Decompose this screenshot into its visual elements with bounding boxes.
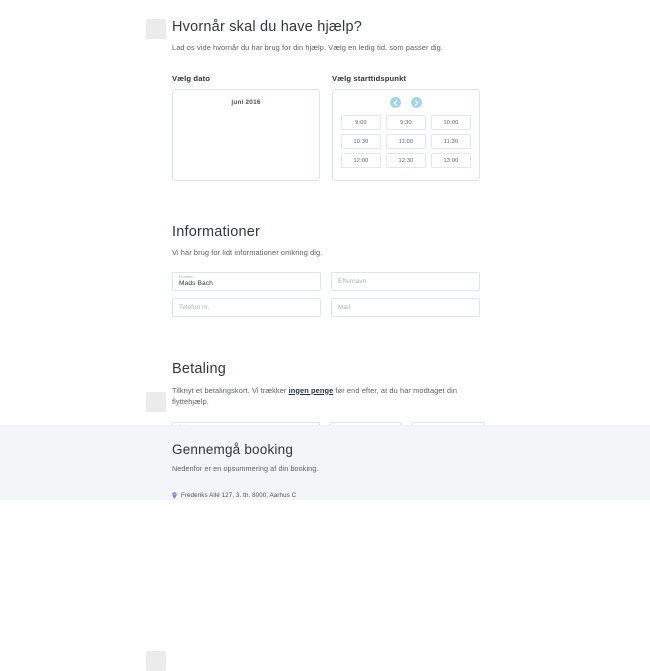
date-column — [172, 74, 320, 181]
time-slot[interactable]: 11:00 — [386, 134, 426, 149]
last-name-field[interactable] — [331, 272, 480, 291]
phone-field[interactable] — [172, 298, 321, 317]
time-slot[interactable]: 13:00 — [431, 153, 471, 168]
information-field-grid — [172, 272, 480, 317]
more-slots-indicator[interactable]: ··· — [402, 171, 410, 178]
time-nav — [341, 97, 471, 108]
review-section — [0, 425, 650, 500]
first-name-label: Fornavn — [179, 274, 194, 279]
time-slot[interactable]: 11:30 — [431, 134, 471, 149]
calendar-month-label: juni 2016 — [231, 99, 261, 107]
chevron-right-icon[interactable] — [411, 97, 422, 108]
time-slot[interactable]: 12:30 — [386, 153, 426, 168]
time-slot[interactable]: 10:00 — [431, 115, 471, 130]
payment-section — [0, 317, 650, 440]
payment-description-emphasis: ingen penge — [288, 385, 334, 395]
review-section-description: Nedenfor er en opsummering af din booking. — [172, 464, 319, 473]
last-name-placeholder: Efternavn — [338, 277, 367, 285]
first-name-field[interactable] — [172, 272, 321, 291]
section-marker-payment — [146, 651, 166, 671]
payment-section-title: Betaling — [172, 361, 226, 378]
location-pin-icon — [172, 486, 177, 504]
time-slot[interactable]: 10:30 — [341, 134, 381, 149]
booking-address-row — [172, 486, 650, 504]
review-section-inner — [0, 425, 650, 504]
review-section-title: Gennemgå booking — [172, 442, 294, 457]
when-columns — [172, 74, 485, 181]
payment-description-part1: Tilknyt et betalingskort. Vi trækker — [172, 385, 289, 395]
time-slot-grid — [341, 115, 471, 168]
time-picker-panel — [332, 89, 480, 181]
date-column-label: Vælg dato — [172, 74, 211, 84]
booking-address-text: Frederiks Allé 127, 3. th. 8000, Aarhus C — [181, 491, 297, 499]
chevron-left-icon[interactable] — [390, 97, 401, 108]
time-column-label: Vælg starttidspunkt — [332, 74, 407, 84]
time-slot[interactable]: 9:30 — [386, 115, 426, 130]
information-section — [0, 181, 650, 317]
when-section — [0, 0, 650, 181]
payment-description-part2: før end efter, at du har modtaget din flyttehjælp. — [172, 385, 458, 406]
email-field[interactable] — [331, 298, 480, 317]
time-column — [332, 74, 480, 181]
date-picker-panel[interactable] — [172, 89, 320, 181]
information-section-description: Vi har brug for lidt informationer omkring dig. — [172, 248, 323, 258]
section-marker-when — [146, 19, 166, 39]
email-placeholder: Mail — [338, 303, 351, 311]
first-name-value: Mads Bach — [179, 279, 213, 287]
when-section-title: Hvornår skal du have hjælp? — [172, 19, 362, 35]
phone-placeholder: Telefon nr. — [179, 303, 210, 311]
time-slot[interactable]: 9:00 — [341, 115, 381, 130]
time-slot[interactable]: 12:00 — [341, 153, 381, 168]
information-section-title: Informationer — [172, 224, 261, 241]
payment-section-description — [172, 385, 485, 407]
when-section-description: Lad os vide hvornår du har brug for din hjælp. Vælg en ledig tid, som passer dig. — [172, 43, 444, 53]
